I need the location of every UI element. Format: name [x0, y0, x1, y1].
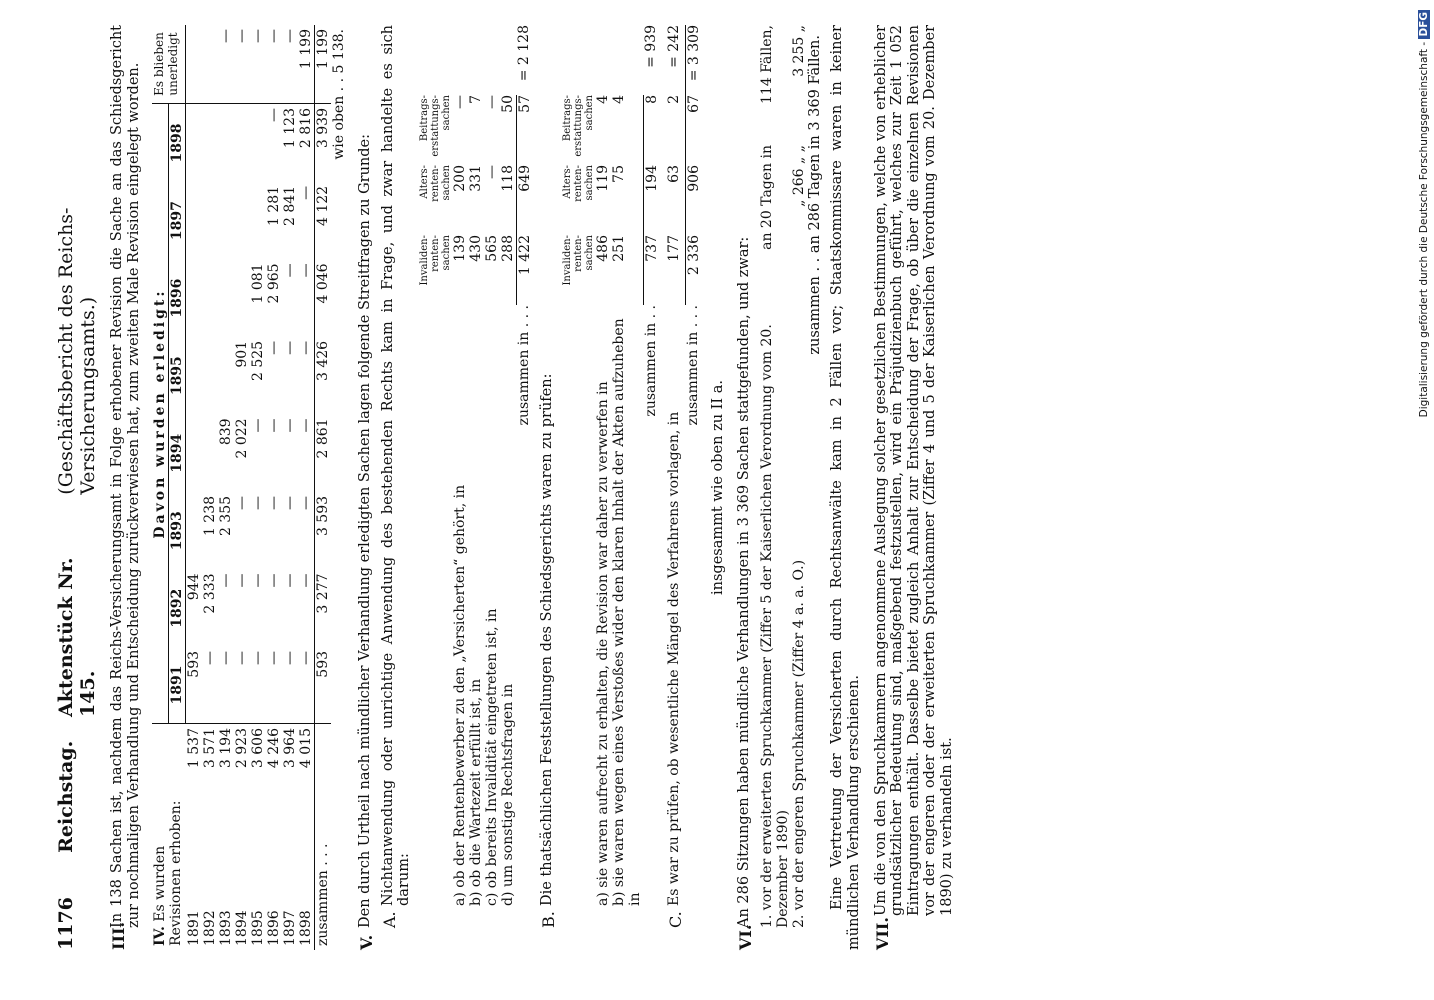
row-cell-1895: — [266, 340, 283, 355]
revision-row [234, 25, 250, 950]
case-row-value: 4 [610, 95, 627, 104]
chamber-cases: 114 Fällen, [758, 25, 775, 104]
case-row-value: 139 [451, 235, 468, 262]
row-cell-1894: — [250, 418, 267, 433]
case-row-label: c) ob bereits Invalidität eingetreten ist, in [483, 608, 500, 906]
row-cell-1892: — [250, 573, 267, 588]
chamber-days: an 20 Tagen in [758, 145, 775, 250]
row-cell-1896 [218, 259, 234, 337]
chamber-label: 1. vor der erweiterten Spruchkammer (Ziffer 5 der Kaiserlichen Verordnung vom 20. Dezember 1890) [758, 324, 791, 928]
page-header [55, 25, 99, 950]
row-cell-1898 [234, 104, 250, 182]
row-cell-1894: — [282, 418, 299, 433]
chamber-label: 2. vor der engeren Spruchkammer (Ziffer 4 a. a. O.) [790, 559, 807, 928]
year-header-1891: 1891 [169, 647, 186, 724]
year-header-1898: 1898 [169, 104, 186, 182]
row-cell-1894: — [298, 418, 315, 433]
section-v-number: V. [357, 934, 377, 950]
row-cell-1897 [250, 182, 266, 260]
row-cell-1892: 2 333 [202, 573, 219, 614]
section-v-c [666, 25, 685, 928]
b-sum-label: zusammen in . . [642, 305, 659, 417]
case-row-value: 118 [499, 165, 516, 192]
sum-1895: 3 426 [315, 340, 332, 382]
section-vi-sum: zusammen . . an 286 Tagen in 3 369 Fällen. [806, 35, 823, 355]
case-row-value: 75 [610, 165, 627, 183]
row-cell-1891: — [234, 647, 250, 724]
sum-1896: 4 046 [315, 263, 332, 304]
a-sum-3: 57 [516, 95, 533, 165]
case-row-value: 486 [594, 235, 611, 262]
row-year: 1896 [266, 910, 283, 946]
row-cell-1893: — [266, 495, 283, 510]
row-cell-1892: — [298, 573, 315, 588]
row-year: 1897 [282, 910, 299, 946]
case-row-label: d) um sonstige Rechtsfragen in [499, 683, 516, 906]
row-cell-1895: — [298, 340, 315, 355]
c-val-2: 63 [665, 165, 682, 183]
row-cell-1891: — [250, 647, 266, 724]
row-cell-1892: — [218, 573, 235, 588]
revisions-body [186, 25, 315, 950]
row-total: 4 246 [266, 728, 283, 769]
b-col-2: Alters-renten-sachen [561, 165, 595, 202]
row-remain: — [282, 25, 298, 104]
credit-text: Digitalisierung gefördert durch die Deutsche Forschungsgemeinschaft - [1418, 41, 1430, 418]
revisions-sum-label: zusammen . . . [315, 843, 332, 946]
row-cell-1897: — [298, 185, 315, 200]
chamber-days: „ 266 „ „ [790, 145, 807, 207]
row-cell-1898 [186, 104, 203, 182]
dfg-logo: DFG [1418, 12, 1430, 37]
row-remain [202, 25, 218, 104]
insgesammt-line: insgesammt wie oben zu II a. [709, 380, 726, 595]
row-cell-1891: — [202, 647, 218, 724]
section-vi-vertretung: Eine Vertretung der Versicherten durch Rechtsanwälte kam in 2 Fällen vor; Staatskommissare waren in keiner mündlichen Verhandlung erschienen. [829, 25, 862, 950]
section-v-c-text: Es war zu prüfen, ob wesentliche Mängel des Verfahrens vorlagen, in [665, 411, 682, 906]
sum-1892: 3 277 [315, 573, 332, 614]
document-number: Aktenstück Nr. 145. [55, 557, 99, 717]
row-cell-1895: 901 [234, 340, 251, 368]
row-cell-1897 [218, 182, 234, 260]
year-header-1894: 1894 [169, 414, 186, 492]
dfg-credit [1415, 10, 1433, 790]
year-header-1893: 1893 [169, 492, 186, 570]
row-cell-1892: — [266, 573, 283, 588]
row-remain: — [234, 25, 250, 104]
case-row-label: b) sie waren wegen eines Verstoßes wider den klaren Inhalt der Akten aufzuheben in [610, 318, 643, 906]
case-row [484, 25, 500, 906]
case-row [611, 25, 643, 906]
row-total: 2 923 [234, 728, 251, 769]
section-iii [109, 25, 148, 950]
a-sum-row [516, 25, 533, 906]
sum-1893: 3 593 [315, 495, 332, 537]
row-cell-1896 [234, 259, 250, 337]
row-cell-1897 [234, 182, 250, 260]
row-cell-1893: 2 355 [218, 495, 235, 537]
section-v-b [539, 25, 562, 928]
case-row-value: 288 [499, 235, 516, 262]
section-v-b-text: Die thatsächlichen Feststellungen des Schiedsgerichts waren zu prüfen: [538, 373, 555, 906]
a-rows [452, 25, 516, 906]
b-sum-2: 194 [643, 165, 660, 235]
case-row-value: 4 [594, 95, 611, 104]
v-sum-1: 2 336 [685, 235, 702, 305]
row-remain: — [266, 25, 282, 104]
case-row-label: a) sie waren aufrecht zu erhalten, die Revision war daher zu verwerfen in [594, 381, 611, 906]
case-row-value: 331 [467, 165, 484, 192]
row-cell-1891: — [266, 647, 282, 724]
revision-row [218, 25, 234, 950]
revisions-sum-row [315, 25, 332, 950]
row-total: 3 571 [202, 728, 219, 769]
case-row-value: 50 [499, 95, 516, 113]
a-col-1: Invaliden-renten-sachen [418, 235, 452, 286]
case-row [452, 25, 468, 906]
revision-row [282, 25, 298, 950]
row-remain: 1 199 [298, 25, 315, 104]
row-year: 1891 [185, 910, 202, 946]
row-year: 1895 [250, 910, 267, 946]
rotated-document-page [0, 10, 1380, 990]
row-cell-1898: — [266, 108, 283, 122]
row-cell-1898 [250, 104, 266, 182]
case-row-label: a) ob der Rentenbewerber zu den „Versicherten“ gehört, in [451, 484, 468, 906]
row-cell-1894: 2 022 [234, 418, 251, 459]
row-cell-1893 [186, 492, 203, 570]
row-cell-1897: 2 841 [282, 185, 299, 226]
row-year: 1898 [298, 910, 315, 946]
section-vi-items [759, 25, 807, 928]
row-cell-1896: 2 965 [266, 263, 283, 304]
row-total: 3 964 [282, 728, 299, 769]
sum-remain: 1 199 [315, 25, 332, 104]
row-cell-1894: — [266, 418, 283, 433]
case-row-value: — [483, 95, 500, 109]
case-row [595, 25, 611, 906]
chamber-item [759, 25, 791, 928]
b-rows [595, 25, 643, 906]
case-row [500, 25, 516, 906]
row-cell-1893: — [234, 495, 251, 510]
row-cell-1894 [202, 414, 218, 492]
c-val-3: 2 [665, 95, 682, 104]
row-cell-1893: 1 238 [202, 495, 219, 537]
section-v-c-letter: C. [665, 911, 685, 928]
row-cell-1896: — [298, 263, 315, 278]
year-header-1892: 1892 [169, 569, 186, 647]
row-cell-1896: 1 081 [250, 263, 267, 304]
row-year: 1893 [218, 910, 235, 946]
case-row-value: 565 [483, 235, 500, 262]
row-cell-1891: 593 [186, 647, 203, 724]
section-v-a [380, 25, 419, 928]
row-cell-1895 [202, 337, 218, 415]
case-row-value: 119 [594, 165, 611, 192]
row-total: 3 606 [250, 728, 267, 769]
page-number: 1176 [55, 897, 77, 950]
chamber-cases: 3 255 „ [790, 25, 807, 77]
case-row-value: 430 [467, 235, 484, 262]
row-cell-1896 [186, 259, 203, 337]
remain-header: Es blieben unerledigt [152, 25, 186, 104]
year-header-1895: 1895 [169, 337, 186, 415]
b-col-1: Invaliden-renten-sachen [561, 235, 595, 286]
row-year: 1894 [234, 910, 251, 946]
section-vii-text: Um die von den Spruchkammern angenommene Auslegung solcher gesetzlichen Bestimmungen, welche von erheblicher grundsätzlicher Bedeutung sind, maßgebend festzustellen, wird ein Präjudizienbuch geführt, welches zur Zeit 1 052 Eintragungen enthält. Dasselbe bietet zugleich Anhalt zur Entscheidung der Frage, ob über die einzelnen Revisionen vor der engeren oder der erweiterten Spruchkammer (Ziffer 4 und 5 der Kaiserlichen Verordnung vom 20. Dezember 1890) zu verhandeln ist. [872, 25, 955, 916]
case-row [468, 25, 484, 906]
a-sum-1: 1 422 [516, 235, 533, 305]
c-val-1: 177 [665, 235, 682, 262]
case-row-label: b) ob die Wartezeit erfüllt ist, in [467, 678, 484, 906]
row-cell-1893: — [282, 495, 299, 510]
v-total: = 3 309 [685, 25, 702, 95]
section-vi-intro: An 286 Sitzungen haben mündliche Verhandlungen in 3 369 Sachen stattgefunden, und zwar: [736, 236, 753, 928]
row-total: 3 194 [218, 728, 235, 769]
section-iii-number: III. [109, 921, 128, 950]
revisions-table [152, 25, 347, 950]
a-total: = 2 128 [515, 25, 532, 82]
chamber-item [791, 25, 807, 928]
c-total: = 242 [665, 25, 682, 68]
row-cell-1894: 839 [218, 418, 235, 446]
page-content [55, 25, 962, 950]
section-v-b-letter: B. [538, 911, 558, 928]
b-sum-row [643, 25, 660, 906]
a-col-3: Beitrags-erstattungs-sachen [418, 95, 452, 157]
sum-1891: 593 [315, 647, 332, 724]
wie-oben-total: wie oben . . 5 138. [331, 29, 348, 160]
revision-row [186, 25, 203, 950]
row-cell-1898 [218, 104, 234, 182]
case-row-value: — [483, 165, 500, 179]
row-cell-1896: — [282, 263, 299, 278]
year-header-1896: 1896 [169, 259, 186, 337]
row-remain: — [218, 25, 234, 104]
row-cell-1892: 944 [186, 573, 203, 601]
v-sum-row [685, 25, 702, 906]
year-header-1897: 1897 [169, 182, 186, 260]
sum-1898: 3 939 [315, 108, 332, 149]
row-cell-1898: 1 123 [282, 108, 299, 149]
section-v-a-letter: A. [379, 911, 399, 928]
section-vii-number: VII. [872, 917, 892, 950]
row-cell-1895: 2 525 [250, 340, 267, 382]
a-sum-2: 649 [516, 165, 533, 235]
v-sum-2: 906 [685, 165, 702, 235]
row-cell-1898 [202, 104, 218, 182]
row-total: 1 537 [185, 728, 202, 769]
sum-1897: 4 122 [315, 185, 332, 226]
row-cell-1891: — [218, 647, 234, 724]
row-cell-1893: — [298, 495, 315, 510]
case-row-value: — [451, 95, 468, 109]
row-remain: — [250, 25, 266, 104]
b-total: = 939 [642, 25, 659, 68]
v-sum-3: 67 [685, 95, 702, 165]
case-row-value: 200 [451, 165, 468, 192]
revision-row [266, 25, 282, 950]
revision-row [298, 25, 315, 950]
a-col-2: Alters-renten-sachen [418, 165, 452, 202]
section-v-a-text: Nichtanwendung oder unrichtige Anwendung des bestehenden Rechts kam in Frage, und zwar handelte es sich darum: [379, 25, 413, 906]
section-v-intro: Den durch Urtheil nach mündlicher Verhandlung erledigten Sachen lagen folgende Streitfragen zu Grunde: [357, 133, 374, 928]
row-remain [186, 25, 203, 104]
case-row-value: 251 [610, 235, 627, 262]
revisions-label: Es wurden Revisionen erhoben: [152, 800, 185, 946]
row-cell-1895 [186, 337, 203, 415]
b-sum-1: 737 [643, 235, 660, 305]
case-row-value: 7 [467, 95, 484, 104]
row-cell-1895 [218, 337, 234, 415]
document-title: (Geschäftsbericht des Reichs-Versicherungsamts.) [55, 207, 99, 495]
b-sum-3: 8 [643, 95, 660, 165]
row-cell-1897: 1 281 [266, 185, 283, 226]
section-v-a-block [419, 25, 533, 906]
sum-1894: 2 861 [315, 418, 332, 459]
row-cell-1892: — [234, 573, 251, 588]
publication-name: Reichstag. [55, 740, 77, 853]
row-year: 1892 [202, 910, 219, 946]
revision-row [250, 25, 266, 950]
row-cell-1894 [186, 414, 203, 492]
b-col-3: Beitrags-erstattungs-sachen [561, 95, 595, 157]
row-cell-1898: 2 816 [298, 108, 315, 149]
section-vi-number: VI. [736, 924, 756, 950]
row-cell-1895: — [282, 340, 299, 355]
section-vi [736, 25, 759, 950]
row-cell-1893: — [250, 495, 267, 510]
row-cell-1897 [186, 182, 203, 260]
a-col-headers [419, 25, 452, 906]
group-header: Davon wurden erledigt: [152, 104, 169, 724]
revisions-label-cell [152, 792, 186, 950]
section-iv-number: IV. [152, 926, 169, 946]
section-iii-text: In 138 Sachen ist, nachdem das Reichs-Versicherungsamt in Folge erhobener Revision die Sache an das Schiedsgericht zur nochmaligen Verhandlung und Entscheidung zurückverwiesen hat, zum zweiten Male Revision eingelegt worden. [109, 25, 142, 928]
row-cell-1896 [202, 259, 218, 337]
section-v-b-block [562, 25, 660, 906]
section-vii [873, 25, 962, 950]
section-v [357, 25, 380, 950]
revision-row [202, 25, 218, 950]
v-sum-label: zusammen in . . . [684, 305, 701, 426]
row-cell-1891: — [298, 647, 315, 724]
row-total: 4 015 [298, 728, 315, 769]
row-cell-1892: — [282, 573, 299, 588]
row-cell-1891: — [282, 647, 298, 724]
b-col-headers [562, 25, 595, 906]
row-cell-1897 [202, 182, 218, 260]
a-sum-label: zusammen in . . . [515, 305, 532, 426]
